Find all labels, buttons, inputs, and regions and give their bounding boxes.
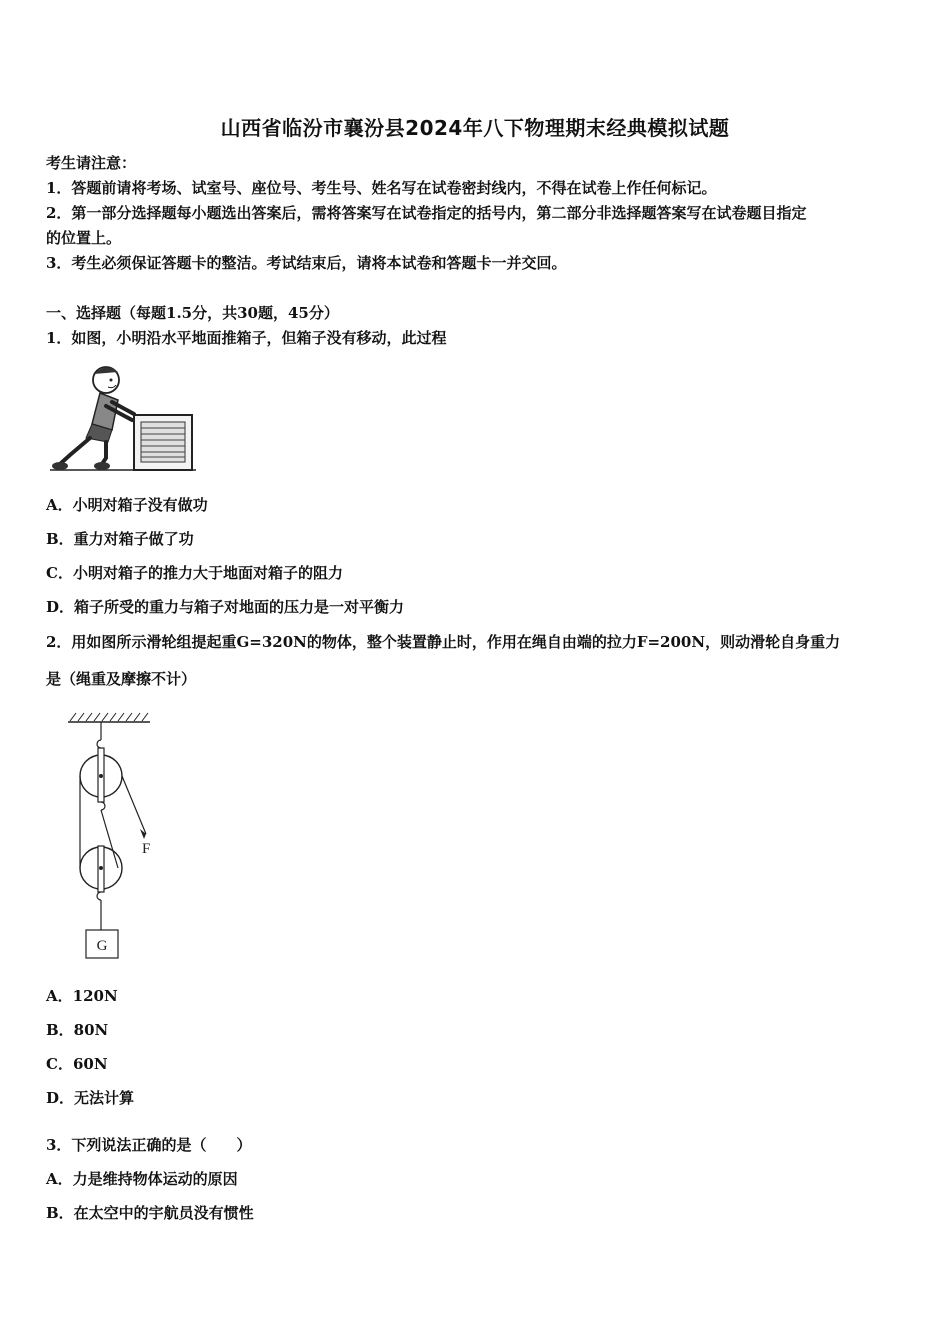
notice-item-2: 2．第一部分选择题每小题选出答案后，需将答案写在试卷指定的括号内，第二部分非选择题答案写在试卷题目指定 [46, 204, 807, 222]
weight-label: G [96, 938, 108, 954]
question-3-stem: 3．下列说法正确的是（ ） [46, 1136, 252, 1154]
question-2-option-a: A．120N [46, 987, 118, 1005]
notice-heading: 考生请注意： [46, 154, 137, 172]
notice-item-1: 1．答题前请将考场、试室号、座位号、考生号、姓名写在试卷密封线内，不得在试卷上作任何标记。 [46, 179, 717, 197]
question-2-stem-line1: 2．用如图所示滑轮组提起重G=320N的物体，整个装置静止时，作用在绳自由端的拉力F=200N，则动滑轮自身重力 [46, 633, 841, 651]
question-2-option-c: C．60N [46, 1055, 108, 1073]
question-1-option-b: B．重力对箱子做了功 [46, 530, 194, 548]
notice-item-2-cont: 的位置上。 [46, 229, 122, 247]
question-3-option-a: A．力是维持物体运动的原因 [46, 1170, 238, 1188]
question-1-stem: 1．如图，小明沿水平地面推箱子，但箱子没有移动，此过程 [46, 329, 447, 347]
force-label: F [142, 841, 151, 857]
question-2-stem-line2: 是（绳重及摩擦不计） [46, 670, 197, 688]
section-heading: 一、选择题（每题1.5分，共30题，45分） [46, 304, 339, 322]
question-1-option-c: C．小明对箱子的推力大于地面对箱子的阻力 [46, 564, 343, 582]
page-title: 山西省临汾市襄汾县2024年八下物理期末经典模拟试题 [220, 116, 730, 140]
notice-item-3: 3．考生必须保证答题卡的整洁。考试结束后，请将本试卷和答题卡一并交回。 [46, 254, 567, 272]
question-3-option-b: B．在太空中的宇航员没有惯性 [46, 1204, 254, 1222]
question-1-option-a: A．小明对箱子没有做功 [46, 496, 208, 514]
question-2-option-b: B．80N [46, 1021, 109, 1039]
pulley-system-figure [60, 708, 170, 963]
question-2-option-d: D．无法计算 [46, 1089, 135, 1107]
boy-pushing-box-figure [48, 360, 198, 474]
question-1-option-d: D．箱子所受的重力与箱子对地面的压力是一对平衡力 [46, 598, 405, 616]
